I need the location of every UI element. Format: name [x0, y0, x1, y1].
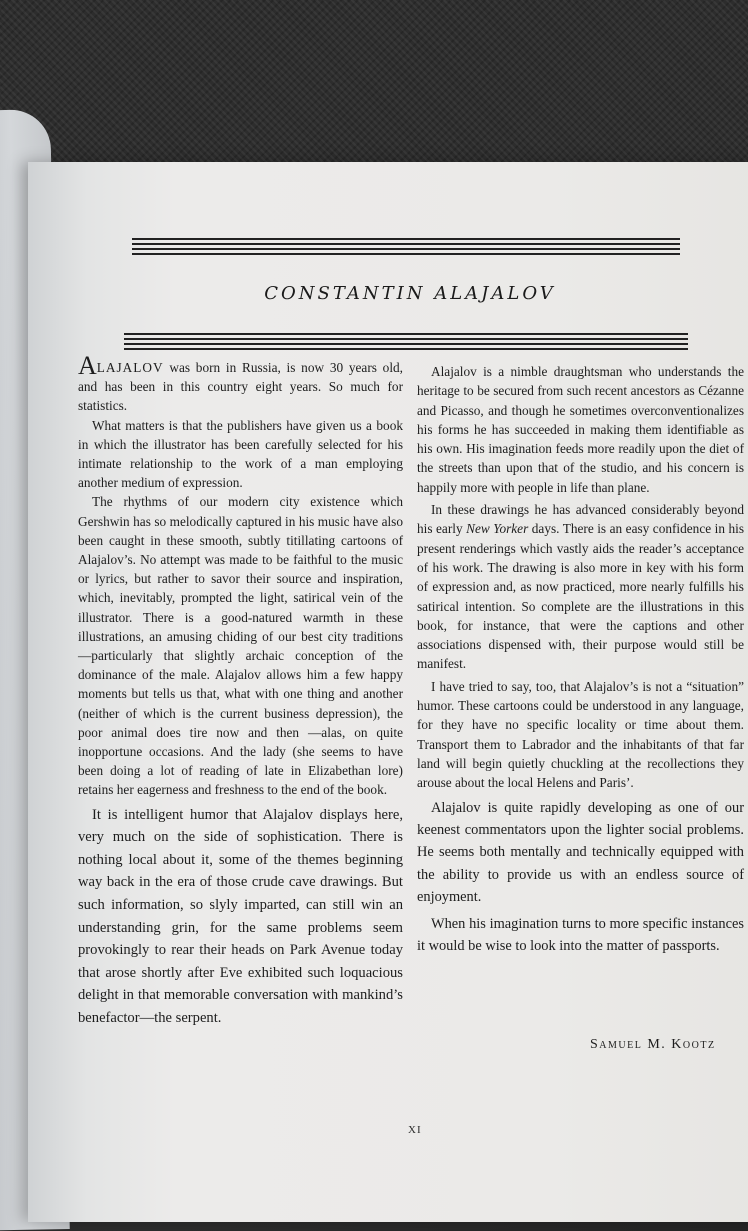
- page-number: XI: [408, 1124, 422, 1136]
- author-signature: Samuel M. Kootz: [590, 1037, 716, 1052]
- author-name-smallcaps: LAJALOV: [96, 360, 164, 375]
- paragraph: What matters is that the publishers have given us a book in which the illustrator has been carefully selected for his intimate relationship to the work of a man employing another medium of expression.: [78, 417, 403, 491]
- paragraph-text: days. There is an easy confidence in his present renderings which vastly aids the reader’s acceptance of his work. The drawing is also more in key with his form of expression and, as now practiced, more nearly fulfills his satirical intention. So complete are the illustrations in this book, for instance, that were the captions and other associations dispensed with, their purpose would still be manifest.: [417, 521, 744, 672]
- decorative-rules-top: [132, 238, 680, 258]
- paragraph: Alajalov is quite rapidly developing as one of our keenest commentators upon the lighter social problems. He seems both mentally and technically equipped with the ability to provide us with an endless source of enjoyment.: [417, 799, 744, 906]
- page-title: CONSTANTIN ALAJALOV: [264, 283, 556, 304]
- paragraph-text: In these drawings he has advanced considerably beyond his early: [417, 502, 744, 537]
- publication-name: New Yorker: [466, 521, 529, 537]
- left-column: [78, 351, 403, 1030]
- paragraph-text: was born in Russia, is now 30 years old, and has been in this country eight years. So much for statistics.: [78, 360, 403, 414]
- paragraph: I have tried to say, too, that Alajalov’s is not a “situation” humor. These cartoons could be understood in any language, for they have no specific locality or time about them. Transport them to Labrador and the inhabitants of that far land will begin quietly chuckling at the recollections they arouse about the local Helens and Paris’.: [417, 678, 744, 791]
- paragraph: When his imagination turns to more specific instances it would be wise to look into the matter of passports.: [417, 915, 744, 954]
- paragraph: It is intelligent humor that Alajalov displays here, very much on the side of sophistication. There is nothing local about it, some of the themes beginning way back in the era of those crude cave drawings. But such information, so slyly imparted, can still win an understanding grin, for the same problems seem provokingly to rear their heads on Park Avenue today that arose shortly after Eve exhibited such loquacious delight in that memorable conversation with mankind’s benefactor—the serpent.: [78, 806, 403, 1027]
- paragraph: Alajalov is a nimble draughtsman who understands the heritage to be secured from such recent ancestors as Cézanne and Picasso, and though he sometimes overconventionalizes his forms he has succeeded in making them identifiable as his own. His imagination feeds more readily upon the diet of the streets than upon that of the studio, and his concern is happily more with people in life than plane.: [417, 364, 744, 495]
- decorative-rules-bottom: [124, 333, 688, 353]
- paragraph: [417, 500, 744, 674]
- paragraph: [78, 351, 403, 416]
- paragraph: The rhythms of our modern city existence which Gershwin has so melodically captured in his music have also been caught in these smooth, subtly titillating cartoons of Alajalov’s. No attempt was made to be faithful to the music or lyrics, but rather to savor their source and inspiration, which, inevitably, prompted the light, satirical vein of the illustrator. There is a good-natured warmth in these illustrations, an amusing chiding of our best city traditions —particularly that slightly archaic conception of the dominance of the male. Alajalov allows him a few happy moments but tells us that, what with one thing and another (neither of which is the current business depression), the poor animal does tire now and then —alas, on quite inopportune occasions. And the lady (she seems to have been doing a lot of reading of late in Elizabethan lore) retains her eagerness and freshness to the end of the book.: [78, 494, 403, 798]
- drop-cap: A: [78, 351, 97, 380]
- carpet-background: [0, 0, 748, 180]
- right-column: [417, 362, 744, 957]
